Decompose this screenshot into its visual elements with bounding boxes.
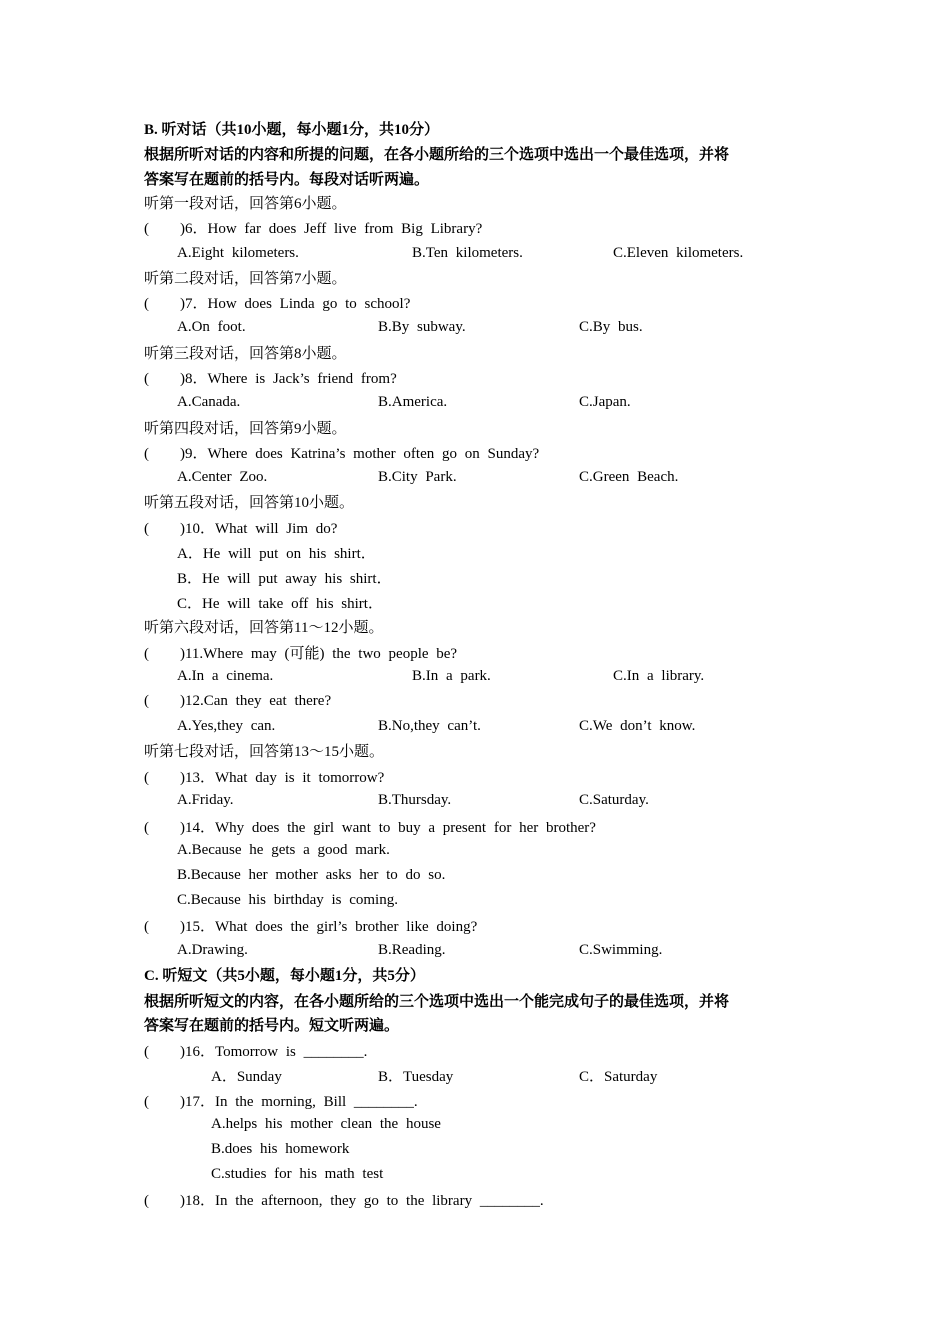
q14-option-a: A.Because he gets a good mark. [177, 842, 390, 858]
q9-option-c: C.Green Beach. [579, 469, 679, 485]
q15-option-b: B.Reading. [378, 942, 446, 958]
q6-option-c: C.Eleven kilometers. [613, 245, 744, 261]
question-9: ( )9．Where does Katrina’s mother often go on Sunday? [144, 446, 540, 462]
q12-option-b: B.No,they can’t. [378, 718, 481, 734]
question-14: ( )14．Why does the girl want to buy a present for her brother? [144, 820, 596, 836]
q9-option-a: A.Center Zoo. [177, 469, 268, 485]
q17-option-b: B.does his homework [211, 1141, 350, 1157]
q17-option-c: C.studies for his math test [211, 1166, 384, 1182]
section-b-instructions-1: 根据所听对话的内容和所提的问题，在各小题所给的三个选项中选出一个最佳选项，并将 [144, 147, 730, 163]
q13-option-b: B.Thursday. [378, 792, 452, 808]
q15-option-c: C.Swimming. [579, 942, 663, 958]
question-6: ( )6．How far does Jeff live from Big Library? [144, 221, 483, 237]
question-15: ( )15．What does the girl’s brother like doing? [144, 919, 478, 935]
dialog-5-prompt: 听第五段对话，回答第10小题。 [144, 495, 355, 511]
question-18: ( )18．In the afternoon, they go to the library ________. [144, 1193, 544, 1209]
section-c-instructions-1: 根据所听短文的内容，在各小题所给的三个选项中选出一个能完成句子的最佳选项，并将 [144, 994, 730, 1010]
question-7: ( )7．How does Linda go to school? [144, 296, 411, 312]
question-16: ( )16．Tomorrow is ________. [144, 1044, 368, 1060]
section-b-heading: B. 听对话（共10小题，每小题1分，共10分） [144, 122, 440, 138]
q6-option-b: B.Ten kilometers. [412, 245, 523, 261]
dialog-1-prompt: 听第一段对话，回答第6小题。 [144, 196, 347, 212]
q16-option-b: B．Tuesday [378, 1069, 454, 1085]
q13-option-a: A.Friday. [177, 792, 234, 808]
q7-option-b: B.By subway. [378, 319, 466, 335]
q10-option-c: C．He will take off his shirt． [177, 596, 383, 612]
q7-option-c: C.By bus. [579, 319, 643, 335]
section-c-heading: C. 听短文（共5小题，每小题1分，共5分） [144, 968, 425, 984]
q13-option-c: C.Saturday. [579, 792, 649, 808]
q12-option-a: A.Yes,they can. [177, 718, 276, 734]
q8-option-c: C.Japan. [579, 394, 631, 410]
dialog-6-prompt: 听第六段对话，回答第11～12小题。 [144, 620, 384, 636]
q7-option-a: A.On foot. [177, 319, 246, 335]
q14-option-b: B.Because her mother asks her to do so. [177, 867, 446, 883]
q9-option-b: B.City Park. [378, 469, 457, 485]
q16-option-c: C．Saturday [579, 1069, 658, 1085]
section-c-instructions-2: 答案写在题前的括号内。短文听两遍。 [144, 1018, 400, 1034]
q12-option-c: C.We don’t know. [579, 718, 696, 734]
question-11: ( )11.Where may (可能) the two people be? [144, 646, 458, 662]
q14-option-c: C.Because his birthday is coming. [177, 892, 398, 908]
dialog-7-prompt: 听第七段对话，回答第13～15小题。 [144, 744, 385, 760]
q16-option-a: A．Sunday [211, 1069, 282, 1085]
q11-option-c: C.In a library. [613, 668, 705, 684]
question-12: ( )12.Can they eat there? [144, 693, 332, 709]
q11-option-a: A.In a cinema. [177, 668, 274, 684]
dialog-3-prompt: 听第三段对话，回答第8小题。 [144, 346, 347, 362]
q15-option-a: A.Drawing. [177, 942, 248, 958]
question-17: ( )17．In the morning, Bill ________. [144, 1094, 418, 1110]
question-13: ( )13．What day is it tomorrow? [144, 770, 385, 786]
dialog-2-prompt: 听第二段对话，回答第7小题。 [144, 271, 347, 287]
q10-option-b: B．He will put away his shirt． [177, 571, 392, 587]
q10-option-a: A．He will put on his shirt． [177, 546, 376, 562]
q8-option-b: B.America. [378, 394, 448, 410]
q17-option-a: A.helps his mother clean the house [211, 1116, 441, 1132]
dialog-4-prompt: 听第四段对话，回答第9小题。 [144, 421, 347, 437]
question-8: ( )8．Where is Jack’s friend from? [144, 371, 397, 387]
section-b-instructions-2: 答案写在题前的括号内。每段对话听两遍。 [144, 172, 430, 188]
question-10: ( )10．What will Jim do? [144, 521, 338, 537]
q6-option-a: A.Eight kilometers. [177, 245, 299, 261]
q11-option-b: B.In a park. [412, 668, 491, 684]
q8-option-a: A.Canada. [177, 394, 241, 410]
